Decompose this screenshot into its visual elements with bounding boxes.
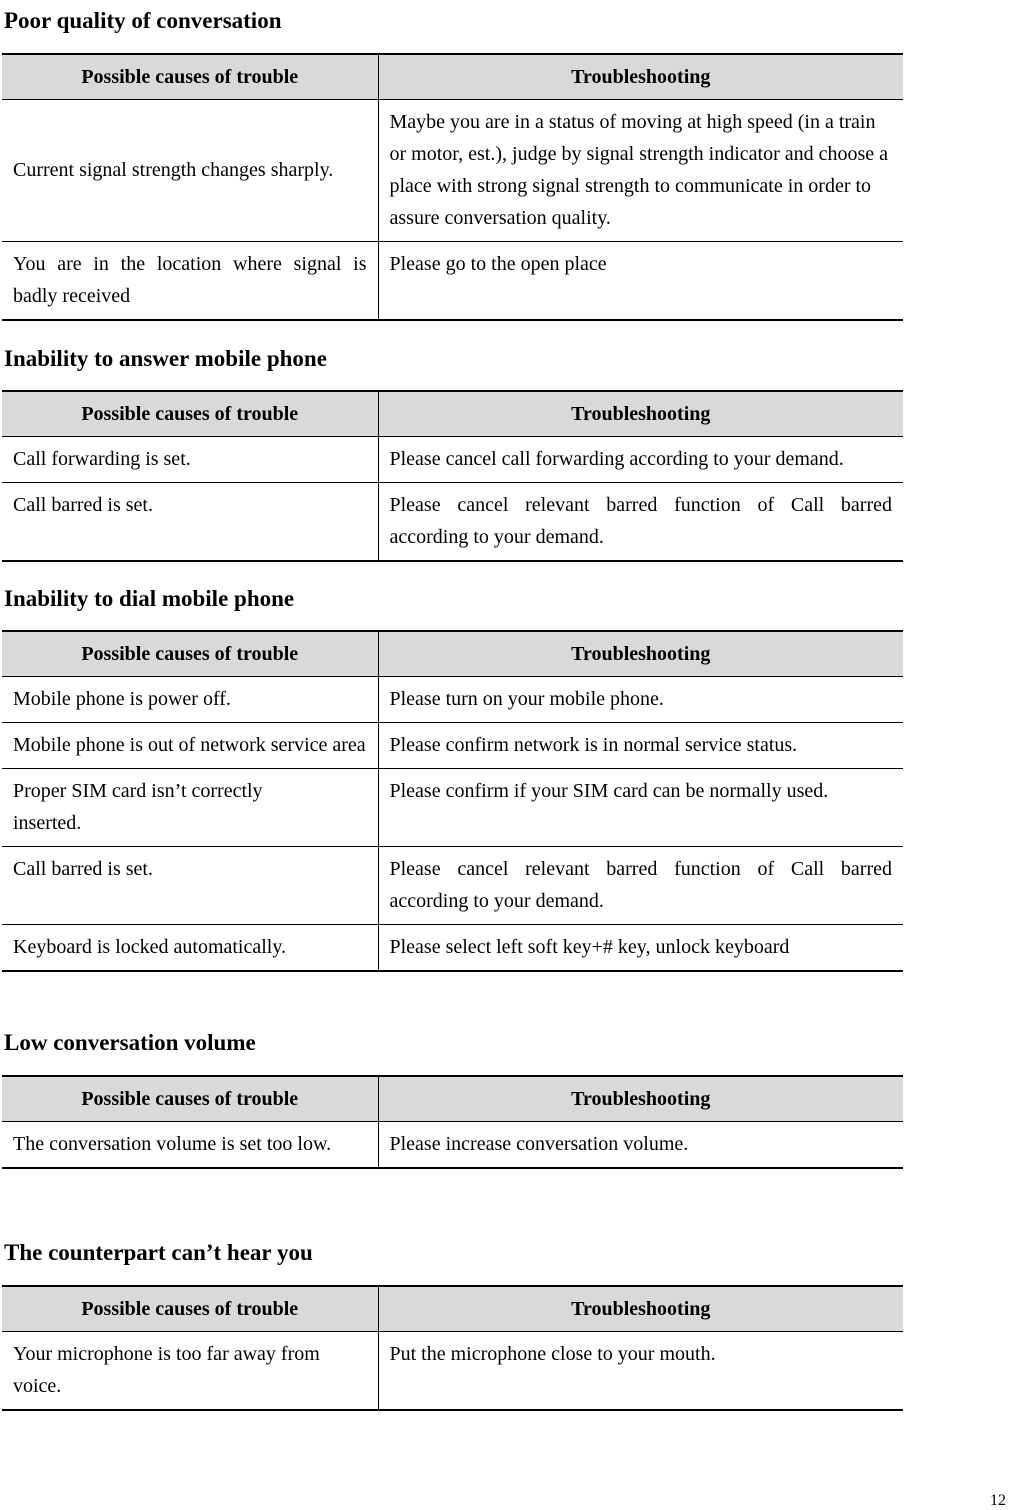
section-title-poor-quality: Poor quality of conversation [4,8,282,33]
cause-cell: Call forwarding is set. [2,437,378,483]
table-row [2,1122,903,1169]
table-row [2,100,903,242]
section-title-inability-to-answer: Inability to answer mobile phone [4,346,327,371]
cause-cell: Your microphone is too far away from voice. [2,1332,378,1411]
troubleshooting-table-poor-quality [2,53,903,321]
table-row [2,723,903,769]
column-header-causes: Possible causes of trouble [2,1076,378,1122]
column-header-causes: Possible causes of trouble [2,631,378,677]
table-header-row [2,1286,903,1332]
column-header-troubleshooting: Troubleshooting [378,1076,903,1122]
solution-cell: Please go to the open place [378,242,903,321]
solution-cell: Please turn on your mobile phone. [378,677,903,723]
column-header-troubleshooting: Troubleshooting [378,631,903,677]
cause-cell: Mobile phone is out of network service area [2,723,378,769]
section-title-counterpart-cant-hear: The counterpart can’t hear you [4,1240,313,1265]
table-row [2,677,903,723]
table-row [2,483,903,562]
page-number: 12 [990,1492,1006,1509]
solution-cell: Please cancel call forwarding according to your demand. [378,437,903,483]
cause-cell: The conversation volume is set too low. [2,1122,378,1169]
cause-cell: Mobile phone is power off. [2,677,378,723]
table-header-row [2,1076,903,1122]
cause-cell: Keyboard is locked automatically. [2,925,378,972]
cause-cell: You are in the location where signal is badly received [2,242,378,321]
table-row [2,769,903,847]
column-header-troubleshooting: Troubleshooting [378,1286,903,1332]
section-title-inability-to-dial: Inability to dial mobile phone [4,586,295,611]
troubleshooting-table-low-volume [2,1075,903,1169]
cause-cell: Call barred is set. [2,847,378,925]
table-header-row [2,54,903,100]
solution-cell: Please confirm if your SIM card can be normally used. [378,769,903,847]
table-row [2,925,903,972]
solution-cell: Please confirm network is in normal service status. [378,723,903,769]
troubleshooting-table-inability-to-dial [2,630,903,972]
solution-cell: Please cancel relevant barred function of Call barred according to your demand. [378,847,903,925]
solution-cell: Put the microphone close to your mouth. [378,1332,903,1411]
column-header-causes: Possible causes of trouble [2,1286,378,1332]
cause-cell: Current signal strength changes sharply. [2,100,378,242]
column-header-causes: Possible causes of trouble [2,54,378,100]
solution-cell: Please select left soft key+# key, unlock keyboard [378,925,903,972]
table-row [2,437,903,483]
troubleshooting-table-inability-to-answer [2,390,903,562]
column-header-troubleshooting: Troubleshooting [378,391,903,437]
cause-cell: Call barred is set. [2,483,378,562]
solution-cell: Please increase conversation volume. [378,1122,903,1169]
table-header-row [2,631,903,677]
troubleshooting-table-counterpart-cant-hear [2,1285,903,1411]
table-row [2,1332,903,1411]
solution-cell: Maybe you are in a status of moving at high speed (in a train or motor, est.), judge by signal strength indicator and choose a place with strong signal strength to communicate in order to assure conversation quality. [378,100,903,242]
section-title-low-volume: Low conversation volume [4,1030,256,1055]
table-row [2,242,903,321]
solution-cell: Please cancel relevant barred function of Call barred according to your demand. [378,483,903,562]
cause-cell: Proper SIM card isn’t correctly inserted. [2,769,378,847]
table-row [2,847,903,925]
table-header-row [2,391,903,437]
column-header-causes: Possible causes of trouble [2,391,378,437]
column-header-troubleshooting: Troubleshooting [378,54,903,100]
